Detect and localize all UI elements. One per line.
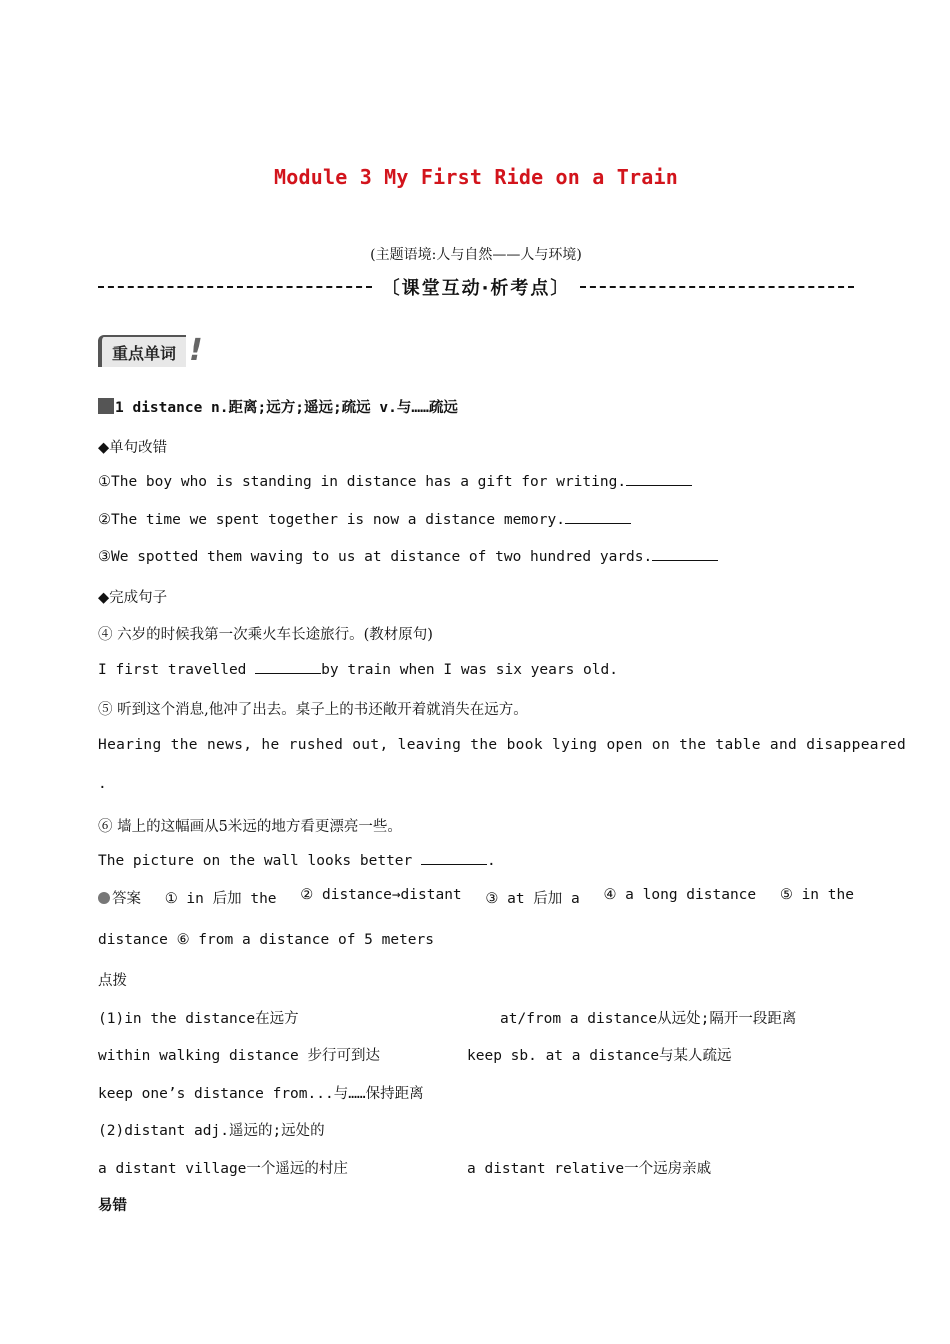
q4-text-before: I first travelled — [98, 662, 256, 678]
correction-item-3 — [98, 549, 854, 565]
tips-heading: 点拨 — [98, 973, 127, 989]
section-label: 〔课堂互动·析考点〕 — [381, 278, 571, 299]
tips-row-3: keep one’s distance from...与……保持距离 — [98, 1086, 424, 1102]
tip-walking-distance: within walking distance 步行可到达 — [98, 1048, 381, 1064]
theme-context: (主题语境:人与自然——人与环境) — [370, 247, 582, 263]
answer-part-4: ④ a long distance — [603, 887, 757, 903]
answer-blank — [255, 672, 321, 674]
divider-dash-right — [580, 286, 854, 288]
answer-line-1 — [98, 887, 854, 908]
completion-heading: ◆完成句子 — [98, 590, 168, 606]
tip-in-the-distance: (1)in the distance在远方 — [98, 1011, 299, 1027]
answer-label: 答案 — [112, 891, 141, 907]
answer-blank — [652, 559, 718, 561]
exclamation-icon: ! — [189, 333, 203, 368]
entry-heading — [98, 396, 854, 417]
correction-item-2 — [98, 512, 854, 528]
answer-part-1: ① in 后加 the — [164, 891, 277, 907]
section-divider — [98, 272, 854, 302]
entry-text: distance n.距离;远方;遥远;疏远 v.与……疏远 — [132, 400, 458, 416]
badge-label: 重点单词 — [98, 335, 186, 367]
q4-english — [98, 662, 854, 678]
tip-distant-relative: a distant relative一个远房亲戚 — [467, 1161, 712, 1177]
page-title: Module 3 My First Ride on a Train — [274, 165, 678, 189]
tip-distant-village: a distant village一个遥远的村庄 — [98, 1161, 348, 1177]
tip-at-from-distance: at/from a distance从远处;隔开一段距离 — [500, 1011, 797, 1027]
q5-end: . — [98, 776, 107, 792]
answer-blank — [421, 863, 487, 865]
correction-text-1: ①The boy who is standing in distance has a gift for writing. — [98, 474, 627, 490]
q4-text-after: by train when I was six years old. — [321, 662, 618, 678]
error-heading: 易错 — [98, 1197, 127, 1214]
correction-heading: ◆单句改错 — [98, 440, 168, 456]
answer-label-wrap — [98, 887, 141, 908]
divider-dash-left — [98, 286, 372, 288]
correction-text-2: ②The time we spent together is now a distance memory. — [98, 512, 565, 528]
tips-row-1 — [98, 1007, 854, 1028]
square-bullet-icon — [98, 398, 114, 414]
answer-blank — [565, 522, 631, 524]
answer-line-2: distance ⑥ from a distance of 5 meters — [98, 932, 434, 948]
key-words-badge — [98, 334, 203, 368]
q6-text-before: The picture on the wall looks better — [98, 853, 422, 869]
q6-chinese: ⑥ 墙上的这幅画从5米远的地方看更漂亮一些。 — [98, 819, 402, 835]
q4-chinese: ④ 六岁的时候我第一次乘火车长途旅行。(教材原句) — [98, 627, 433, 643]
answer-part-3: ③ at 后加 a — [485, 891, 580, 907]
answer-part-5: ⑤ in the — [779, 887, 854, 903]
tips-row-2 — [98, 1044, 854, 1065]
answer-part-2: ② distance→distant — [300, 887, 462, 903]
q6-text-after: . — [487, 853, 496, 869]
tips-row-5 — [98, 1157, 854, 1178]
q5-english — [98, 737, 907, 753]
tip-keep-at-distance: keep sb. at a distance与某人疏远 — [467, 1048, 732, 1064]
correction-item-1 — [98, 474, 854, 490]
q5-text: Hearing the news, he rushed out, leaving the book lying open on the table and disappeared — [98, 737, 907, 753]
answer-blank — [626, 484, 692, 486]
q5-chinese: ⑤ 听到这个消息,他冲了出去。桌子上的书还敞开着就消失在远方。 — [98, 702, 528, 718]
q6-english — [98, 853, 854, 869]
correction-text-3: ③We spotted them waving to us at distance of two hundred yards. — [98, 549, 653, 565]
entry-number: 1 — [115, 400, 124, 416]
answer-icon — [98, 892, 110, 904]
tips-row-4: (2)distant adj.遥远的;远处的 — [98, 1123, 325, 1139]
